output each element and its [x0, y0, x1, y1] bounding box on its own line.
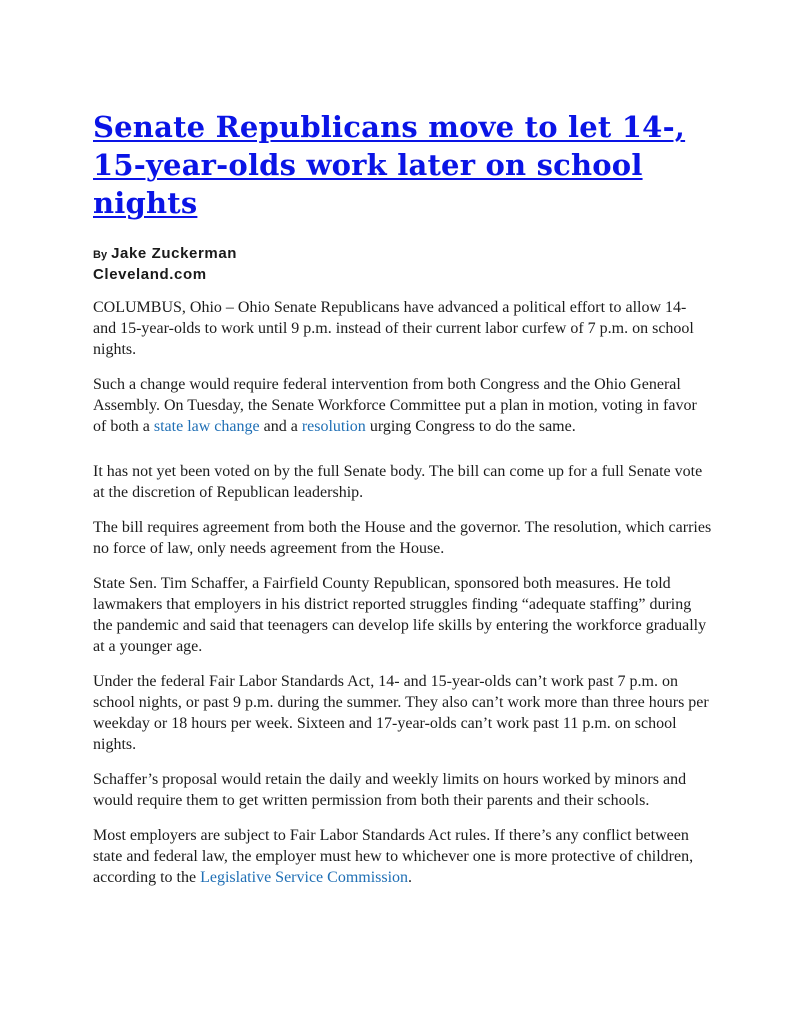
legislative-service-commission-link[interactable]: Legislative Service Commission — [200, 869, 409, 886]
paragraph-2-text-b: and a — [259, 418, 302, 435]
document-page — [93, 108, 713, 902]
byline — [93, 244, 713, 285]
paragraph-8-text-a: Most employers are subject to Fair Labor Standards Act rules. If there’s any conflict between state and federal law, the employer must hew to whichever one is more protective of children, according to the — [93, 827, 694, 886]
paragraph-2-text-a: Such a change would require federal intervention from both Congress and the Ohio General Assembly. On Tuesday, the Senate Workforce Committee put a plan in motion, voting in favor of both a — [93, 376, 697, 435]
byline-author-line — [93, 244, 713, 265]
paragraph-3: It has not yet been voted on by the full Senate body. The bill can come up for a full Senate vote at the discretion of Republican leadership. — [93, 463, 703, 501]
article-body — [93, 297, 713, 888]
paragraph-2 — [93, 374, 713, 437]
outlet-name: Cleveland.com — [93, 266, 207, 283]
paragraph-8-text-b: . — [408, 869, 413, 886]
paragraph-8 — [93, 825, 713, 888]
paragraph-4: The bill requires agreement from both the House and the governor. The resolution, which carries no force of law, only needs agreement from the House. — [93, 519, 712, 557]
state-law-change-link[interactable]: state law change — [153, 418, 260, 435]
byline-prefix: By — [93, 249, 108, 261]
paragraph-1: COLUMBUS, Ohio – Ohio Senate Republicans have advanced a political effort to allow 14- and 15-year-olds to work until 9 p.m. instead of their current labor curfew of 7 p.m. on school nights. — [93, 299, 694, 358]
resolution-link[interactable]: resolution — [301, 418, 366, 435]
article-headline-link[interactable]: Senate Republicans move to let 14-, 15-year-olds work later on school nights — [93, 110, 686, 220]
paragraph-5: State Sen. Tim Schaffer, a Fairfield County Republican, sponsored both measures. He told lawmakers that employers in his district reported struggles finding “adequate staffing” during the pandemic and said that teenagers can develop life skills by entering the workforce gradually at a younger age. — [93, 575, 707, 655]
paragraph-6: Under the federal Fair Labor Standards Act, 14- and 15-year-olds can’t work past 7 p.m. on school nights, or past 9 p.m. during the summer. They also can’t work more than three hours per weekday or 18 hours per week. Sixteen and 17-year-olds can’t work past 11 p.m. on school nights. — [93, 673, 709, 753]
paragraph-7: Schaffer’s proposal would retain the daily and weekly limits on hours worked by minors and would require them to get written permission from both their parents and their schools. — [93, 771, 687, 809]
author-name: Jake Zuckerman — [111, 245, 238, 262]
paragraph-2-text-c: urging Congress to do the same. — [365, 418, 576, 435]
